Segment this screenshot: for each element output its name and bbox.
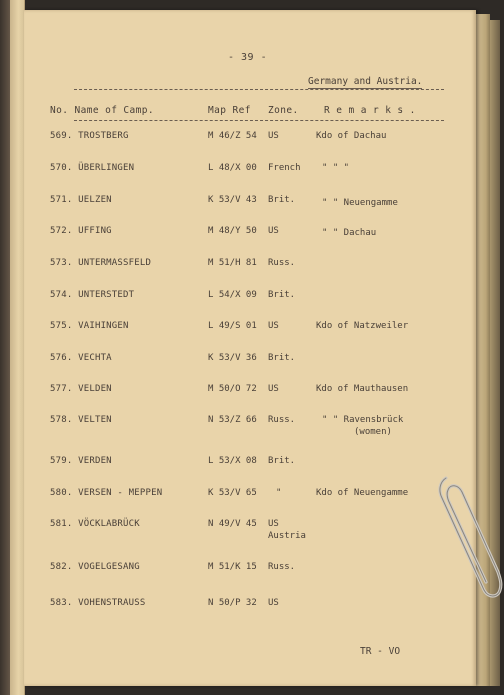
zone: US (268, 131, 279, 141)
zone: US (268, 226, 279, 236)
zone: Brit. (268, 195, 296, 205)
camp-name: 573. UNTERMASSFELD (50, 258, 152, 268)
map-ref: L 53/X 08 (208, 456, 257, 466)
zone: Brit. (268, 353, 296, 363)
map-ref: M 50/O 72 (208, 384, 257, 394)
header-remarks: R e m a r k s . (324, 105, 416, 116)
zone: Russ. (268, 562, 296, 572)
map-ref: M 51/H 81 (208, 258, 257, 268)
remarks: Kdo of Natzweiler (316, 321, 409, 331)
camp-name: 577. VELDEN (50, 384, 112, 394)
camp-name: 570. ÜBERLINGEN (50, 163, 135, 173)
zone: US (268, 384, 279, 394)
map-ref: K 53/V 65 (208, 488, 257, 498)
zone: US (268, 519, 279, 529)
zone: Brit. (268, 290, 296, 300)
paper-clip-icon (436, 472, 504, 602)
zone: Russ. (268, 258, 296, 268)
camp-name: 572. UFFING (50, 226, 112, 236)
binder-strip (10, 0, 25, 695)
remarks: " " Dachau (322, 228, 377, 238)
map-ref: K 53/V 36 (208, 353, 257, 363)
header-divider-bottom (74, 120, 444, 121)
map-ref: L 54/X 09 (208, 290, 257, 300)
camp-name: 578. VELTEN (50, 415, 112, 425)
camp-name: 576. VECHTA (50, 353, 112, 363)
zone: Brit. (268, 456, 296, 466)
remarks: " " Ravensbrück (322, 415, 404, 425)
remarks: " " " (322, 163, 350, 173)
map-ref: M 48/Y 50 (208, 226, 257, 236)
footer-code: TR - VO (360, 646, 401, 657)
map-ref: K 53/V 43 (208, 195, 257, 205)
map-ref: L 48/X 00 (208, 163, 257, 173)
camp-name: 583. VOHENSTRAUSS (50, 598, 146, 608)
header-zone: Zone. (268, 105, 299, 116)
header-map-ref: Map Ref (208, 105, 251, 116)
map-ref: L 49/S 01 (208, 321, 257, 331)
map-ref: N 50/P 32 (208, 598, 257, 608)
camp-name: 574. UNTERSTEDT (50, 290, 135, 300)
camp-name: 571. UELZEN (50, 195, 112, 205)
page-number: - 39 - (228, 52, 268, 63)
camp-name: 582. VOGELGESANG (50, 562, 140, 572)
zone: US (268, 598, 279, 608)
zone-country: Austria (268, 531, 306, 541)
document-page (24, 10, 476, 686)
map-ref: M 46/Z 54 (208, 131, 257, 141)
zone: US (268, 321, 279, 331)
map-ref: N 49/V 45 (208, 519, 257, 529)
zone: " (276, 488, 282, 498)
remarks: Kdo of Mauthausen (316, 384, 409, 394)
remarks-note: (women) (354, 427, 392, 437)
header-name: No. Name of Camp. (50, 105, 155, 116)
zone: Russ. (268, 415, 296, 425)
region-title: Germany and Austria. (308, 76, 423, 87)
map-ref: N 53/Z 66 (208, 415, 257, 425)
camp-name: 581. VÖCKLABRÜCK (50, 519, 140, 529)
camp-name: 575. VAIHINGEN (50, 321, 129, 331)
remarks: " " Neuengamme (322, 198, 398, 208)
map-ref: M 51/K 15 (208, 562, 257, 572)
camp-name: 580. VERSEN - MEPPEN (50, 488, 163, 498)
camp-name: 579. VERDEN (50, 456, 112, 466)
header-divider-top (74, 89, 444, 90)
camp-name: 569. TROSTBERG (50, 131, 129, 141)
remarks: Kdo of Dachau (316, 131, 387, 141)
remarks: Kdo of Neuengamme (316, 488, 409, 498)
zone: French (268, 163, 301, 173)
